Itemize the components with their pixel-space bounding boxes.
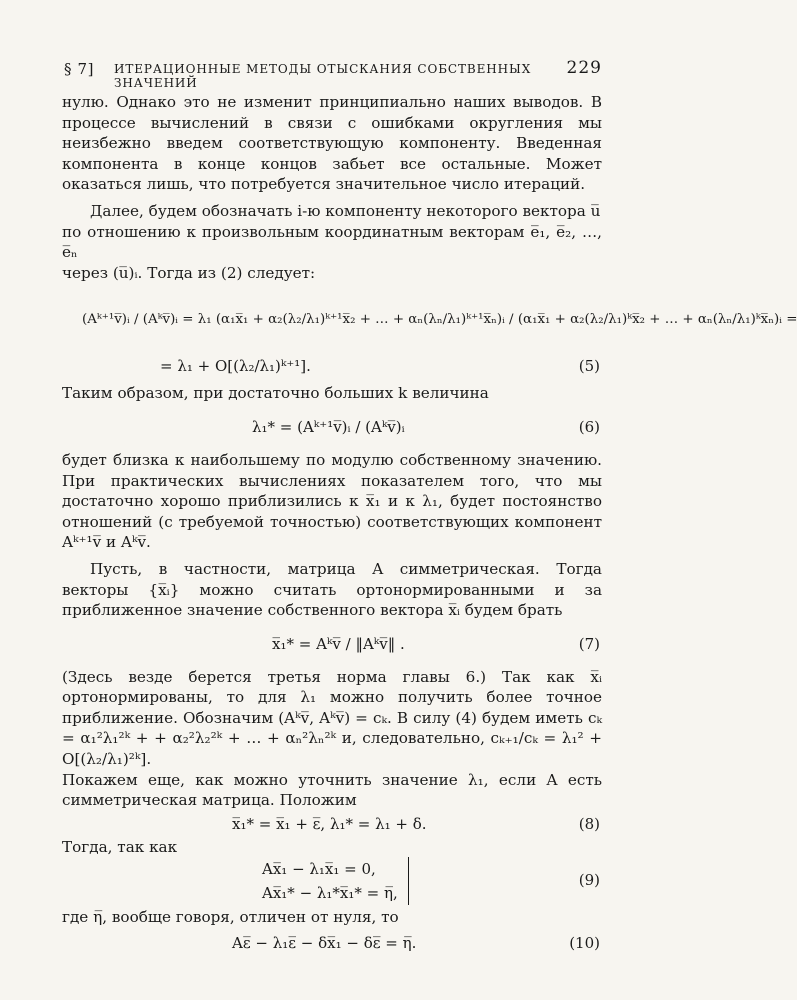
equation-8 xyxy=(62,811,602,837)
equation-6 xyxy=(62,404,602,450)
paragraph-3: Таким образом, при достаточно больших k величина xyxy=(62,384,489,403)
paragraph-5: Пусть, в частности, матрица A симметрическая. Тогда векторы {x̅ᵢ} можно считать ортонормированными и за приближенное значение собственного вектора x̅ᵢ будем брать xyxy=(62,559,602,620)
paragraph-2b: по отношению к произвольным координатным векторам e̅₁, e̅₂, …, e̅ₙ xyxy=(62,222,602,262)
equation-8-number: (8) xyxy=(578,814,600,833)
equation-5-ratio: (Aᵏ⁺¹v̅)ᵢ / (Aᵏv̅)ᵢ = λ₁ (α₁x̅₁ + α₂(λ₂/λ₁)ᵏ⁺¹x̅₂ + … + αₙ(λₙ/λ₁)ᵏ⁺¹x̅ₙ)ᵢ / (α₁x̅₁ + α₂(λ₂/λ₁)ᵏx̅₂ + … + αₙ(λₙ/λ₁)ᵏx̅ₙ)ᵢ = xyxy=(82,312,797,328)
equation-8-body: x̅₁* = x̅₁ + ε̅, λ₁* = λ₁ + δ. xyxy=(232,814,427,833)
equation-10-number: (10) xyxy=(569,934,600,953)
paragraph-4: будет близка к наибольшему по модулю собственному значению. При практических вычислениях показателем того, что мы достаточно хорошо приблизились к x̅₁ и к λ₁, будет постоянство отношений (с требуемой точностью) соответствующих компонент Aᵏ⁺¹v̅ и Aᵏv̅. xyxy=(62,450,602,552)
equation-7-number: (7) xyxy=(578,634,600,653)
paragraph-1: нулю. Однако это не изменит принципиально наших выводов. В процессе вычислений в связи с ошибками округления мы неизбежно введем соответствующую компоненту. Введенная компонента в конце концов забьет все остальные. Может оказаться лишь, что потребуется значительное число итераций. xyxy=(62,93,602,194)
paragraph-6: (Здесь везде берется третья норма главы 6.) Так как x̅ᵢ ортонормированы, то для λ₁ можно получить более точное приближение. Обозначим (Aᵏv̅, Aᵏv̅) = cₖ. В силу (4) будем иметь cₖ = α₁²λ₁²ᵏ + + α₂²λ₂²ᵏ + … + αₙ²λₙ²ᵏ и, следовательно, cₖ₊₁/cₖ = λ₁² + O[(λ₂/λ₁)²ᵏ]. xyxy=(62,667,602,769)
equation-9-number: (9) xyxy=(578,871,600,890)
equation-10 xyxy=(62,928,602,958)
paragraph-2c: через (u̅)ᵢ. Тогда из (2) следует: xyxy=(62,263,316,282)
page-number: 229 xyxy=(566,58,602,78)
equation-6-body: λ₁* = (Aᵏ⁺¹v̅)ᵢ / (Aᵏv̅)ᵢ xyxy=(252,417,405,436)
equation-9-system xyxy=(262,857,409,905)
equation-5-number: (5) xyxy=(578,357,600,376)
equation-9-line-1: Ax̅₁ − λ₁x̅₁ = 0, xyxy=(262,860,376,879)
paragraph-2a: Далее, будем обозначать i-ю компоненту некоторого вектора u̅ xyxy=(90,201,601,220)
equation-5-line-2 xyxy=(62,349,602,383)
paragraph-7: Покажем еще, как можно уточнить значение λ₁, если A есть симметрическая матрица. Положим xyxy=(62,770,602,810)
book-page xyxy=(62,58,797,958)
paragraph-9: где η̅, вообще говоря, отличен от нуля, то xyxy=(62,908,399,927)
equation-6-number: (6) xyxy=(578,417,600,436)
section-number: § 7] xyxy=(64,60,95,78)
equation-7-body: x̅₁* = Aᵏv̅ / ‖Aᵏv̅‖ . xyxy=(272,634,405,653)
running-header xyxy=(62,58,602,90)
running-title: ИТЕРАЦИОННЫЕ МЕТОДЫ ОТЫСКАНИЯ СОБСТВЕННЫХ ЗНАЧЕНИЙ xyxy=(114,62,532,90)
equation-7 xyxy=(62,621,602,667)
paragraph-8: Тогда, так как xyxy=(62,837,178,856)
equation-5-line-1 xyxy=(62,293,797,349)
equation-9 xyxy=(62,857,602,907)
equation-9-line-2: Ax̅₁* − λ₁*x̅₁* = η̅, xyxy=(262,884,398,903)
equation-5-remainder: = λ₁ + O[(λ₂/λ₁)ᵏ⁺¹]. xyxy=(160,357,311,376)
equation-10-body: Aε̅ − λ₁ε̅ − δx̅₁ − δε̅ = η̅. xyxy=(232,934,417,953)
